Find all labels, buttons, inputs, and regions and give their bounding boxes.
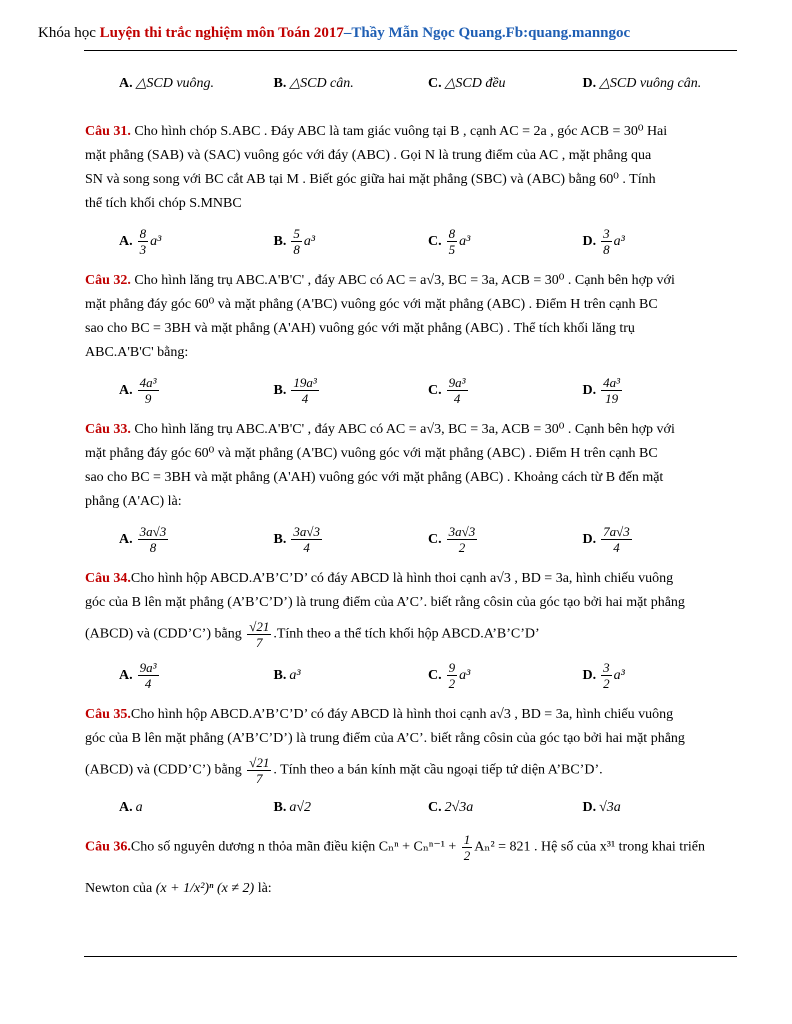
option-text: a³ — [150, 233, 162, 249]
newton-expression: (x + 1/x²)ⁿ (x ≠ 2) — [155, 881, 255, 896]
q30-option-b — [274, 72, 429, 96]
option-text: a³ — [459, 233, 471, 249]
fraction-denominator: 3 — [139, 242, 147, 257]
fraction-numerator: 3 — [603, 226, 610, 241]
option-text: △SCD vuông cân. — [599, 76, 702, 91]
fraction-numerator: 9 — [448, 660, 456, 675]
fraction-denominator: 9 — [144, 391, 152, 406]
fraction — [138, 226, 149, 257]
fraction — [247, 755, 271, 786]
fraction-numerator: 8 — [448, 226, 456, 241]
q30-option-d — [583, 72, 738, 96]
option-letter: B. — [273, 531, 287, 547]
q32-option-d — [583, 375, 738, 406]
option-text: △SCD vuông. — [135, 76, 215, 91]
option-letter: C. — [428, 800, 442, 815]
q33-options — [119, 524, 737, 555]
q35-option-b — [274, 796, 429, 820]
question-text: Newton của — [85, 881, 153, 896]
option-letter: D. — [582, 76, 597, 91]
q34-option-a — [119, 660, 274, 691]
fraction-numerator: 5 — [293, 226, 300, 241]
option-letter: A. — [119, 667, 133, 683]
fraction-denominator: 4 — [453, 391, 461, 406]
q32-options — [119, 375, 737, 406]
fraction — [138, 660, 159, 691]
fraction-numerator: 7a√3 — [603, 524, 630, 539]
option-letter: B. — [273, 667, 287, 683]
fraction-numerator: 3a√3 — [139, 524, 167, 539]
option-text: a√2 — [289, 800, 312, 815]
q34-option-b — [274, 660, 429, 691]
option-letter: B. — [273, 800, 287, 815]
question-text: .Tính theo a thể tích khối hộp ABCD.A’B’C’D’ — [273, 626, 540, 642]
fraction-denominator: 2 — [603, 676, 610, 691]
fraction-denominator: 2 — [463, 848, 471, 863]
question-text: (ABCD) và (CDD’C’) bằng — [85, 762, 242, 778]
question-text: . Tính theo a bán kính mặt cầu ngoại tiếp tứ diện A’BC’D’. — [273, 762, 603, 778]
q33-option-c — [428, 524, 583, 555]
fraction — [601, 375, 622, 406]
option-text: a³ — [289, 667, 301, 683]
page-header — [38, 25, 738, 42]
q33-option-b — [274, 524, 429, 555]
fraction-denominator: 5 — [448, 242, 456, 257]
question-label: Câu 34. — [85, 571, 131, 586]
fraction — [601, 226, 612, 257]
question-34 — [85, 567, 737, 691]
q35-option-d — [583, 796, 738, 820]
fraction — [447, 660, 458, 691]
question-text: sao cho BC = 3BH và mặt phẳng (A'AH) vuông góc với mặt phẳng (ABC) . Thể tích khối lăng trụ — [85, 321, 635, 336]
fraction-denominator: 4 — [144, 676, 152, 691]
fraction-denominator: 7 — [256, 635, 263, 650]
q33-option-d — [583, 524, 738, 555]
q35-option-a — [119, 796, 274, 820]
fraction — [601, 524, 632, 555]
document-body — [85, 72, 737, 901]
q30-option-a — [119, 72, 274, 96]
option-letter: A. — [119, 382, 133, 398]
option-text: a³ — [459, 667, 471, 683]
fraction-denominator: 19 — [605, 391, 619, 406]
fraction — [462, 832, 473, 863]
fraction-denominator: 2 — [448, 676, 456, 691]
header-course: Luyện thi trắc nghiệm môn Toán 2017 — [99, 25, 344, 41]
fraction-denominator: 4 — [303, 540, 310, 555]
fraction-numerator: 3 — [603, 660, 610, 675]
fraction-numerator: 9a³ — [139, 660, 157, 675]
fraction — [138, 524, 169, 555]
q34-options — [119, 660, 737, 691]
question-label: Câu 36. — [85, 839, 131, 855]
q32-option-b — [274, 375, 429, 406]
fraction-numerator: 4a³ — [139, 375, 157, 390]
q30-option-c — [428, 72, 583, 96]
fraction — [291, 524, 322, 555]
q32-option-a — [119, 375, 274, 406]
option-letter: C. — [428, 667, 442, 683]
fraction-numerator: 19a³ — [293, 375, 317, 390]
option-letter: A. — [119, 233, 133, 249]
header-teacher: –Thầy Mẫn Ngọc Quang.Fb:quang.manngoc — [343, 25, 631, 41]
q31-options — [119, 226, 737, 257]
question-text: Aₙ² = 821 . Hệ số của x³¹ trong khai triển — [474, 839, 705, 855]
q34-option-c — [428, 660, 583, 691]
header-prefix: Khóa học — [38, 25, 100, 41]
option-letter: D. — [582, 667, 597, 683]
question-text: mặt phẳng đáy góc 60⁰ và mặt phẳng (A'BC) vuông góc với mặt phẳng (ABC) . Điểm H trên cạnh BC — [85, 297, 658, 312]
q32-option-c — [428, 375, 583, 406]
option-text: a³ — [303, 233, 316, 249]
q31-option-b — [274, 226, 429, 257]
option-text: △SCD đều — [444, 76, 506, 91]
fraction-numerator: √21 — [249, 619, 270, 634]
option-text: a³ — [613, 667, 625, 683]
question-33 — [85, 418, 737, 555]
question-text: (ABCD) và (CDD’C’) bằng — [85, 626, 242, 642]
option-letter: B. — [273, 382, 287, 398]
question-text: Cho hình lăng trụ ABC.A'B'C' , đáy ABC có AC = a√3, BC = 3a, ACB = 30⁰ . Cạnh bên hợp với — [130, 422, 675, 437]
fraction-numerator: 1 — [463, 832, 471, 847]
option-letter: C. — [428, 382, 442, 398]
question-36 — [85, 832, 737, 901]
option-letter: A. — [119, 800, 133, 815]
option-text: a — [135, 800, 143, 815]
question-text: Cho hình lăng trụ ABC.A'B'C' , đáy ABC có AC = a√3, BC = 3a, ACB = 30⁰ . Cạnh bên hợp với — [130, 273, 675, 288]
question-text: mặt phẳng (SAB) và (SAC) vuông góc với đáy (ABC) . Gọi N là trung điểm của AC , mặt phẳng qua — [85, 148, 652, 163]
footer-rule — [84, 956, 737, 957]
q31-option-c — [428, 226, 583, 257]
fraction — [291, 375, 318, 406]
q31-option-a — [119, 226, 274, 257]
fraction-numerator: 3a√3 — [293, 524, 320, 539]
fraction — [138, 375, 159, 406]
q30-options — [119, 72, 737, 96]
question-text: Cho hình chóp S.ABC . Đáy ABC là tam giác vuông tại B , cạnh AC = 2a , góc ACB = 30⁰ Hai — [130, 124, 668, 139]
fraction-numerator: 9a³ — [448, 375, 466, 390]
fraction-numerator: √21 — [249, 755, 270, 770]
question-32 — [85, 269, 737, 406]
option-letter: C. — [428, 76, 442, 91]
fraction-denominator: 8 — [603, 242, 610, 257]
question-text: Cho số nguyên dương n thỏa mãn điều kiện Cₙⁿ + Cₙⁿ⁻¹ + — [130, 839, 457, 855]
option-letter: A. — [119, 76, 133, 91]
question-35 — [85, 703, 737, 820]
question-text: góc của B lên mặt phẳng (A’B’C’D’) là trung điểm của A’C’. biết rằng côsin của góc tạo bởi hai mặt phẳng — [85, 595, 685, 610]
option-letter: D. — [582, 800, 597, 815]
header-rule — [84, 50, 737, 51]
option-letter: C. — [428, 531, 442, 547]
question-label: Câu 33. — [85, 422, 131, 437]
question-label: Câu 35. — [85, 707, 131, 722]
fraction-denominator: 2 — [458, 540, 466, 555]
fraction-denominator: 8 — [293, 242, 300, 257]
q31-option-d — [583, 226, 738, 257]
option-letter: B. — [273, 233, 287, 249]
fraction — [447, 226, 458, 257]
question-text: mặt phẳng đáy góc 60⁰ và mặt phẳng (A'BC) vuông góc với mặt phẳng (ABC) . Điểm H trên cạnh BC — [85, 446, 658, 461]
option-text: √3a — [599, 800, 621, 815]
fraction — [447, 524, 478, 555]
option-letter: A. — [119, 531, 133, 547]
fraction-denominator: 7 — [256, 771, 263, 786]
question-text: phẳng (A'AC) là: — [85, 494, 182, 509]
option-letter: B. — [273, 76, 287, 91]
fraction — [447, 375, 468, 406]
question-text: sao cho BC = 3BH và mặt phẳng (A'AH) vuông góc với mặt phẳng (ABC) . Khoảng cách từ B đến mặt — [85, 470, 664, 485]
option-letter: D. — [582, 382, 597, 398]
fraction-numerator: 8 — [139, 226, 147, 241]
question-text: SN và song song với BC cắt AB tại M . Biết góc giữa hai mặt phẳng (SBC) và (ABC) bằng 60⁰ . Tính — [85, 172, 656, 187]
fraction — [601, 660, 612, 691]
question-text: Cho hình hộp ABCD.A’B’C’D’ có đáy ABCD là hình thoi cạnh a√3 , BD = 3a, hình chiếu vuông — [130, 571, 674, 586]
option-letter: D. — [582, 531, 597, 547]
q34-option-d — [583, 660, 738, 691]
q35-options — [119, 796, 737, 820]
question-text: Cho hình hộp ABCD.A’B’C’D’ có đáy ABCD là hình thoi cạnh a√3 , BD = 3a, hình chiếu vuông — [130, 707, 674, 722]
option-letter: D. — [582, 233, 597, 249]
fraction-denominator: 4 — [613, 540, 620, 555]
option-text: a³ — [613, 233, 625, 249]
option-letter: C. — [428, 233, 442, 249]
question-label: Câu 31. — [85, 124, 131, 139]
fraction — [247, 619, 271, 650]
fraction-numerator: 3a√3 — [448, 524, 476, 539]
fraction-numerator: 4a³ — [603, 375, 621, 390]
option-text: 2√3a — [444, 800, 474, 815]
fraction — [291, 226, 302, 257]
q35-option-c — [428, 796, 583, 820]
question-text: ABC.A'B'C' bằng: — [85, 345, 189, 360]
question-text: là: — [254, 881, 272, 896]
question-text: góc của B lên mặt phẳng (A’B’C’D’) là trung điểm của A’C’. biết rằng côsin của góc tạo bởi hai mặt phẳng — [85, 731, 685, 746]
question-text: thể tích khối chóp S.MNBC — [85, 196, 242, 211]
fraction-denominator: 8 — [149, 540, 157, 555]
question-31 — [85, 120, 737, 257]
q33-option-a — [119, 524, 274, 555]
option-text: △SCD cân. — [289, 76, 354, 91]
question-label: Câu 32. — [85, 273, 131, 288]
fraction-denominator: 4 — [301, 391, 309, 406]
